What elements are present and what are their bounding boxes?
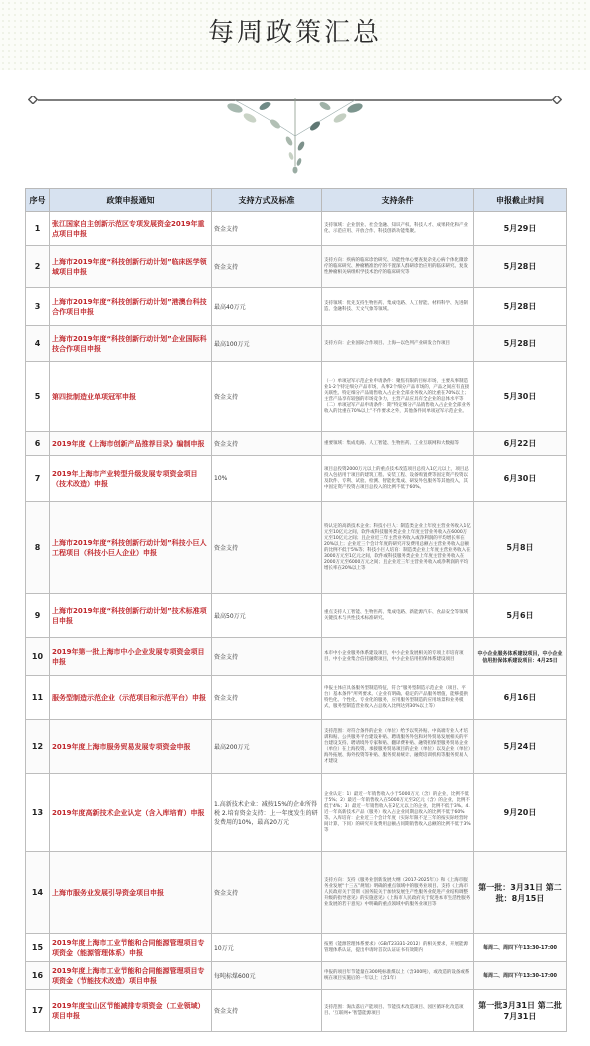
- header-num: 序号: [26, 189, 50, 212]
- deadline: 5月29日: [474, 212, 567, 246]
- support-condition: 申报主体应具备服务型制造特征，符合“服务型制造示范企业（项目、平台）基本条件”所列要求。（企业有明确、稳定的产品服务增值，能够提供特色化、个性化、专业化的服务，应用服务型制造的应用场景和业务模式，服务型制造营业收入占总收入比例达到30%以上等）: [322, 676, 474, 720]
- support-method: 资金支持: [212, 676, 322, 720]
- table-row: [26, 212, 567, 246]
- support-condition: 申报的项目年节能量在300吨标准煤以上（含300吨），或改造的设备或系统在项目实施后的一年以上（含1年）: [322, 962, 474, 990]
- deadline: 5月28日: [474, 246, 567, 288]
- table-row: [26, 990, 567, 1032]
- support-condition: 支持方向：疾病的临床诊治研究、功能性单心要查复杂先心病个体化微诊疗的临床研究、肿瘤精准治疗的不置深人群研诊治应用的临床研究、复发性肿瘤相关病组织学技术治疗的临床研究等: [322, 246, 474, 288]
- header-support: 支持方式及标准: [212, 189, 322, 212]
- row-number: 14: [26, 852, 50, 934]
- row-number: 12: [26, 720, 50, 774]
- deadline: 5月24日: [474, 720, 567, 774]
- support-method: 最高100万元: [212, 326, 322, 362]
- support-condition: 按照《能源管理体系要求》（GB/T23331-2012）的相关要求，开展能源管理体系认证，提出申请时首次认证证书有效期内: [322, 934, 474, 962]
- support-condition: 支持范围：淘汰落后产能项目、节能技术改造项目、园区循环化改造项目、‘互联网+’智慧能源项目: [322, 990, 474, 1032]
- policy-name-link[interactable]: 第四批制造业单项冠军申报: [50, 362, 212, 432]
- policy-name-link[interactable]: 上海市2019年度“科技创新行动计划”科技小巨人工程项目（科技小巨人企业）申报: [50, 502, 212, 594]
- deadline: 5月28日: [474, 326, 567, 362]
- deadline: 6月30日: [474, 456, 567, 502]
- policy-name-link[interactable]: 2019年第一批上海市中小企业发展专项资金项目申报: [50, 638, 212, 676]
- header-deadline: 申报截止时间: [474, 189, 567, 212]
- table-row: [26, 246, 567, 288]
- support-condition: 支持范围：对符合条件的企业（单位）给予以奖补贴、中高端专业人才培训和贴、公共服务平台建设补贴、聘请服务外包和对外贸易发展相关的平台建设支持、聘请境外专家和贴、翻译费补贴、融资担保型服务贸易企业（单位）在上海投资、承接服务贸易项目的企业（单位）以及企业（单位）海外拓展、海外投资等补贴、服务贸易统计、融资培训机构等服务贸易人才建设: [322, 720, 474, 774]
- page-title: 每周政策汇总: [207, 18, 382, 48]
- support-condition: 支持领域：企业创业、社会金融、知识产权、科技人才、成果转化和产业化、示范应用、开放合作、科技创新功能集聚。: [322, 212, 474, 246]
- deadline: 6月16日: [474, 676, 567, 720]
- table-row: [26, 288, 567, 326]
- support-condition: 项目总投资2000万元以上的重点技术改造项目总投入1亿元以上，项目总投入包括用于项目的建筑工程、安装工程、设备购置费等固定资产投资以及软件、专利、试验、检测、智能化集成、研发外包服务等其他投入，其中固定资产投资占项目总投入的比例不低于60%。: [322, 456, 474, 502]
- support-method: 10万元: [212, 934, 322, 962]
- support-method: 资金支持: [212, 990, 322, 1032]
- table-row: [26, 362, 567, 432]
- row-number: 9: [26, 594, 50, 638]
- policy-name-link[interactable]: 上海市2019年度“科技创新行动计划”企业国际科技合作项目申报: [50, 326, 212, 362]
- deadline: 5月6日: [474, 594, 567, 638]
- table-header-row: [26, 189, 567, 212]
- policy-name-link[interactable]: 2019年度上海市工业节能和合同能源管理项目专项资金（节能技术改造）项目申报: [50, 962, 212, 990]
- table-row: [26, 774, 567, 852]
- support-condition: 支持方向：企业国际合作项目、上海—以色列产业研发合作项目: [322, 326, 474, 362]
- table-row: [26, 934, 567, 962]
- row-number: 17: [26, 990, 50, 1032]
- support-condition: 特认定的高新技术企业；科技小巨人：制造类企业上年度主营业务收入1亿元至10亿元之间，软件或科技服务类企业上年度主营业务收入在6000万元至10亿元之间；且企业近三年主营业务收入或净利润的平均增长率在20%以上；企业近三个会计年度的研究开发费用总额占主营业务收入总额的比例不低于5%等；科技小巨人培育：制造类企业上年度主营业务收入在3000万元至1亿元之间，软件或科技服务类企业上年度主营业务收入在2000万元至6000万元之间；且企业近三年主营业务收入或净利润的平均增长率在20%以上等: [322, 502, 474, 594]
- leaf-ornament: [205, 96, 385, 176]
- row-number: 4: [26, 326, 50, 362]
- row-number: 3: [26, 288, 50, 326]
- row-number: 16: [26, 962, 50, 990]
- deadline: 中小企业服务体系建设项目，中小企业信用担保体系建设项目：4月25日: [474, 638, 567, 676]
- support-condition: 本市中小企业服务体系建设项目，中小企业发展相关的专项上市培育项目，中小企业集合信托融资项目，中小企业信用担保体系建设项目: [322, 638, 474, 676]
- policy-name-link[interactable]: 2019年度《上海市创新产品推荐目录》编制申报: [50, 432, 212, 456]
- policy-table: [25, 188, 567, 1032]
- support-method: 资金支持: [212, 852, 322, 934]
- row-number: 10: [26, 638, 50, 676]
- policy-name-link[interactable]: 上海市2019年度“科技创新行动计划”港澳台科技合作项目申报: [50, 288, 212, 326]
- table-row: [26, 720, 567, 774]
- row-number: 11: [26, 676, 50, 720]
- table-row: [26, 962, 567, 990]
- policy-name-link[interactable]: 服务型制造示范企业（示范项目和示范平台）申报: [50, 676, 212, 720]
- policy-name-link[interactable]: 上海市2019年度“科技创新行动计划”临床医学领域项目申报: [50, 246, 212, 288]
- table-row: [26, 638, 567, 676]
- row-number: 13: [26, 774, 50, 852]
- row-number: 2: [26, 246, 50, 288]
- support-method: 最高40万元: [212, 288, 322, 326]
- policy-name-link[interactable]: 2019年度高新技术企业认定（含入库培育）申报: [50, 774, 212, 852]
- support-method: 10%: [212, 456, 322, 502]
- deadline: 9月20日: [474, 774, 567, 852]
- support-method: 资金支持: [212, 362, 322, 432]
- deadline: 第一批：3月31日 第二批：8月15日: [474, 852, 567, 934]
- support-method: 最高200万元: [212, 720, 322, 774]
- table-row: [26, 594, 567, 638]
- header-policy: 政策申报通知: [50, 189, 212, 212]
- support-condition: 重要领域：集成电路、人工智能、生物医药、工业互联网和大数据等: [322, 432, 474, 456]
- policy-name-link[interactable]: 上海市2019年度“科技创新行动计划”技术标准项目申报: [50, 594, 212, 638]
- support-condition: （一）单项冠军示范企业申请条件：聚焦有限的目标市场，主要从事制造业1-2个特定细分产品市场，从事2个细分产品市场的，产品之间应有直接关联性。特定细分产品销售收入占企业全部业务收入的比重在70%以上；主营产品享有较强的市场竞争力，主营产品应具有全企业的总体水平等（二）单项冠军产品申请条件：期“特定细分产品销售收入占企业全部业务收入的比重在70%以上”不作要求之外，其他条件同单项冠军示范企业。: [322, 362, 474, 432]
- row-number: 6: [26, 432, 50, 456]
- table-row: [26, 676, 567, 720]
- deadline: 第一批3月31日 第二批7月31日: [474, 990, 567, 1032]
- row-number: 5: [26, 362, 50, 432]
- policy-name-link[interactable]: 2019年度上海市服务贸易发展专项资金申报: [50, 720, 212, 774]
- deadline: 每周二、周四下午13:30-17:00: [474, 934, 567, 962]
- deadline: 6月22日: [474, 432, 567, 456]
- deadline: 5月8日: [474, 502, 567, 594]
- support-method: 最高50万元: [212, 594, 322, 638]
- deadline: 5月28日: [474, 288, 567, 326]
- header-condition: 支持条件: [322, 189, 474, 212]
- deadline: 每周二、周四下午13:30-17:00: [474, 962, 567, 990]
- deadline: 5月30日: [474, 362, 567, 432]
- support-method: 资金支持: [212, 432, 322, 456]
- support-method: 1.高新技术企业：减按15%的企业所得税 2.培育资金支持：上一年度发生的研发费用的10%，最高20万元: [212, 774, 322, 852]
- policy-name-link[interactable]: 2019年度宝山区节能减排专项资金（工业领域）项目申报: [50, 990, 212, 1032]
- support-method: 每吨标煤600元: [212, 962, 322, 990]
- policy-name-link[interactable]: 2019年度上海市工业节能和合同能源管理项目专项资金（能源管理体系）申报: [50, 934, 212, 962]
- support-method: 资金支持: [212, 502, 322, 594]
- support-condition: 企业认定：1）最近一年销售收入小于5000万元（含）的企业，比例不低于5%；2）最近一年销售收入在5000万元至2亿元（含）的企业，比例不低于4%；3）最近一年销售收入在2亿元以上的企业，比例不低于3%。4.近一年高新技术产品（服务）收入占企业同期总收入的比例不低于60%等。入库培育：企业近三个会计年度（实际年限不足三年的按实际经营时间计算，下同）的研究开发费用总额占同期销售收入总额的比例不低于3%等: [322, 774, 474, 852]
- support-method: 资金支持: [212, 638, 322, 676]
- row-number: 15: [26, 934, 50, 962]
- support-condition: 支持方向：支持《服务业创新发展大纲（2017-2025年）》和《上海市服务业发展“十三五”规划》明确的重点领域中的服务业项目、支持《上海市人民政府关于贯彻《国务院关于加快发展生产性服务业促进产业结构调整升级的指导意见》的实施意见》《上海市人民政府关于促进本市生活性服务业发展的若干意见》中明确的重点领域中的服务业项目等: [322, 852, 474, 934]
- table-row: [26, 432, 567, 456]
- support-condition: 重点支持人工智能、生物医药、集成电路、新能源汽车、食品安全等领域关键技术与共性技术标准研究。: [322, 594, 474, 638]
- policy-name-link[interactable]: 上海市服务业发展引导资金项目申报: [50, 852, 212, 934]
- policy-name-link[interactable]: 2019年上海市产业转型升级发展专项资金项目（技术改造）申报: [50, 456, 212, 502]
- support-method: 资金支持: [212, 246, 322, 288]
- row-number: 8: [26, 502, 50, 594]
- row-number: 1: [26, 212, 50, 246]
- table-row: [26, 326, 567, 362]
- support-method: 资金支持: [212, 212, 322, 246]
- support-condition: 支持领域：优先支持生物医药、集成电路、人工智能、材料科学、先进制造、金融科技、天文气象等领域。: [322, 288, 474, 326]
- table-row: [26, 852, 567, 934]
- policy-name-link[interactable]: 张江国家自主创新示范区专项发展资金2019年重点项目申报: [50, 212, 212, 246]
- table-row: [26, 502, 567, 594]
- table-row: [26, 456, 567, 502]
- row-number: 7: [26, 456, 50, 502]
